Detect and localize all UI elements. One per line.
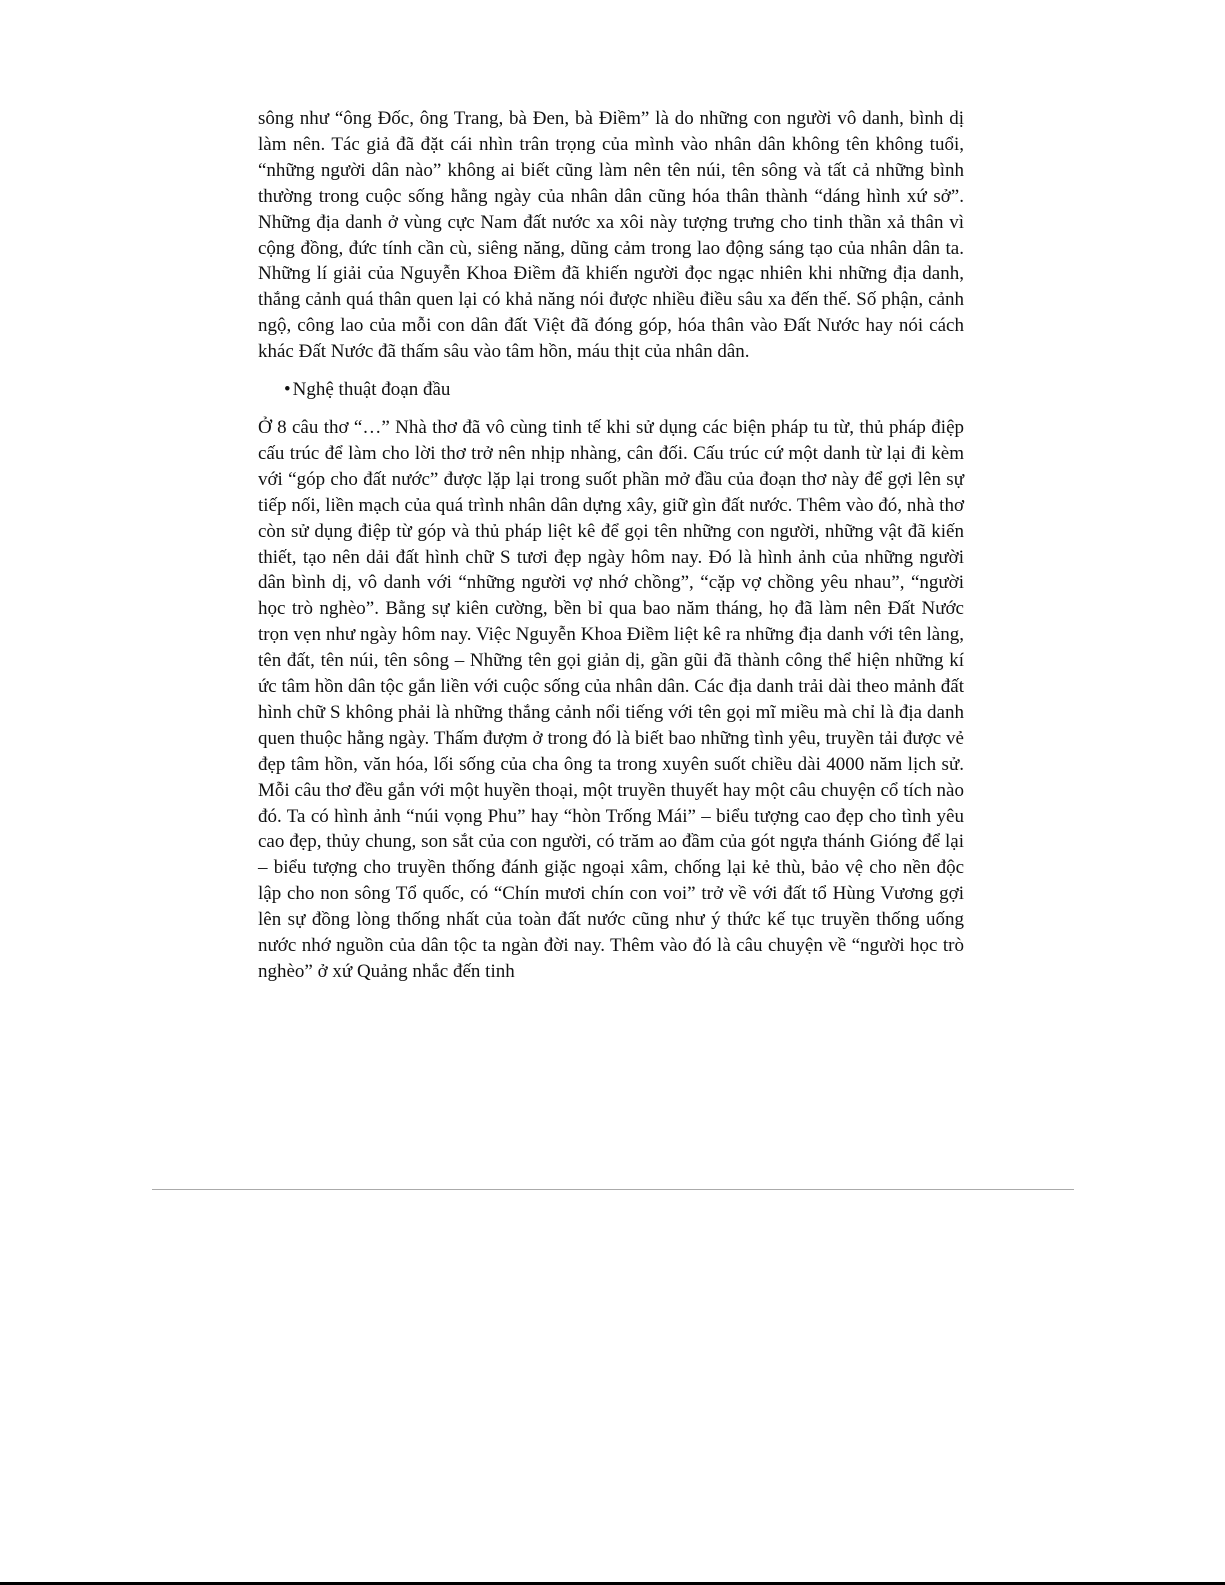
document-page-content: [258, 106, 964, 985]
paragraph-art-analysis: Ở 8 câu thơ “…” Nhà thơ đã vô cùng tinh tế khi sử dụng các biện pháp tu từ, thủ pháp điệp cấu trúc để làm cho lời thơ trở nên nhịp nhàng, cân đối. Cấu trúc cứ một danh từ lại đi kèm với “góp cho đất nước” được lặp lại trong suốt phần mở đầu của đoạn thơ này để gợi lên sự tiếp nối, liền mạch của quá trình nhân dân dựng xây, giữ gìn đất nước. Thêm vào đó, nhà thơ còn sử dụng điệp từ góp và thủ pháp liệt kê để gọi tên những con người, những vật đã kiến thiết, tạo nên dải đất hình chữ S tươi đẹp ngày hôm nay. Đó là hình ảnh của những người dân bình dị, vô danh với “những người vợ nhớ chồng”, “cặp vợ chồng yêu nhau”, “người học trò nghèo”. Bằng sự kiên cường, bền bỉ qua bao năm tháng, họ đã làm nên Đất Nước trọn vẹn như ngày hôm nay. Việc Nguyễn Khoa Điềm liệt kê ra những địa danh với tên làng, tên đất, tên núi, tên sông – Những tên gọi giản dị, gần gũi đã thành công thể hiện những kí ức tâm hồn dân tộc gắn liền với cuộc sống của nhân dân. Các địa danh trải dài theo mảnh đất hình chữ S không phải là những thắng cảnh nổi tiếng với tên gọi mĩ miều mà chỉ là địa danh quen thuộc hằng ngày. Thấm đượm ở trong đó là biết bao những tình yêu, truyền tải được vẻ đẹp tâm hồn, văn hóa, lối sống của cha ông ta trong xuyên suốt chiều dài 4000 năm lịch sử. Mỗi câu thơ đều gắn với một huyền thoại, một truyền thuyết hay một câu chuyện cổ tích nào đó. Ta có hình ảnh “núi vọng Phu” hay “hòn Trống Mái” – biểu tượng cao đẹp cho tình yêu cao đẹp, thủy chung, son sắt của con người, có trăm ao đầm của gót ngựa thánh Gióng để lại – biểu tượng cho truyền thống đánh giặc ngoại xâm, chống lại kẻ thù, bảo vệ cho nền độc lập cho non sông Tổ quốc, có “Chín mươi chín con voi” trở về với đất tổ Hùng Vương gợi lên sự đồng lòng thống nhất của toàn đất nước cũng như ý thức kế tục truyền thống uống nước nhớ nguồn của dân tộc ta ngàn đời nay. Thêm vào đó là câu chuyện về “người học trò nghèo” ở xứ Quảng nhắc đến tinh: [258, 416, 964, 982]
bullet-heading-art-of-opening: [284, 377, 964, 403]
bullet-heading-text: Nghệ thuật đoạn đầu: [292, 379, 451, 401]
page-divider-line: [152, 1189, 1074, 1190]
paragraph-place-names: sông như “ông Đốc, ông Trang, bà Đen, bà Điềm” là do những con người vô danh, bình dị làm nên. Tác giả đã đặt cái nhìn trân trọng của mình vào nhân dân không tên không tuổi, “những người dân nào” không ai biết cũng làm nên tên núi, tên sông và tất cả những bình thường trong cuộc sống hằng ngày của nhân dân cũng hóa thân thành “dáng hình xứ sở”. Những địa danh ở vùng cực Nam đất nước xa xôi này tượng trưng cho tinh thần xả thân vì cộng đồng, đức tính cần cù, siêng năng, dũng cảm trong lao động sáng tạo của nhân dân ta. Những lí giải của Nguyễn Khoa Điềm đã khiến người đọc ngạc nhiên khi những địa danh, thắng cảnh quá thân quen lại có khả năng nói được nhiều điều sâu xa đến thế. Số phận, cảnh ngộ, công lao của mỗi con dân đất Việt đã đóng góp, hóa thân vào Đất Nước hay nói cách khác Đất Nước đã thấm sâu vào tâm hồn, máu thịt của nhân dân.: [258, 108, 964, 363]
bullet-marker: •: [284, 379, 291, 401]
